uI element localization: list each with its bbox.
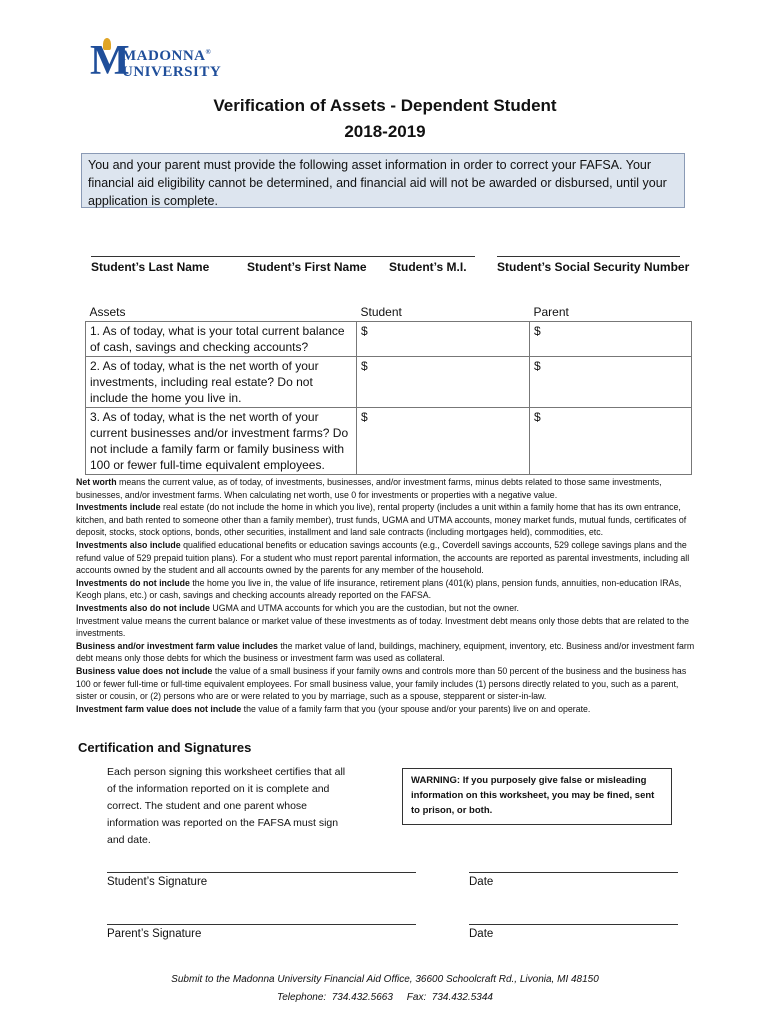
table-row xyxy=(86,357,692,408)
definition-paragraph: Business value does not include the value of a small business if your family owns and controls more than 50 percent of the business and the business has 100 or fewer full-time or full-time equivalent employees. For small business value, your family includes (1) persons directly related to you, such as a parent, sister or cousin, or (2) persons who are or were related to you by marriage, such as a spouse, stepparent or sister-in-law. xyxy=(76,665,687,702)
instructions-notice: You and your parent must provide the following asset information in order to correct your FAFSA. Your financial aid eligibility cannot be determined, and financial aid will not be awarded or disbursed, until your application is complete. xyxy=(81,153,685,208)
student-ssn-line[interactable] xyxy=(497,256,680,257)
question-3: 3. As of today, what is the net worth of your current businesses and/or investment farms? Do not include a family farm or family business with 100 or fewer full-time equivalent employees. xyxy=(86,408,357,475)
student-header: Student xyxy=(357,303,530,322)
definition-paragraph: Investment value means the current balance or market value of these investments as of today. Investment debt means only those debts that are related to the investments. xyxy=(76,615,690,639)
definitions-section xyxy=(76,476,696,715)
certification-text: Each person signing this worksheet certifies that all of the information reported on it is complete and correct. The student and one parent whose information was reported on the FAFSA must sign and date. xyxy=(107,766,346,846)
student-first-name-label: Student’s First Name xyxy=(247,260,367,274)
parent-date-line[interactable] xyxy=(469,924,678,925)
student-answer-2[interactable]: $ xyxy=(357,357,530,408)
definition-paragraph: Investments also do not include UGMA and UTMA accounts for which you are the custodian, but not the owner. xyxy=(76,602,519,613)
assets-table xyxy=(85,303,692,475)
parent-header: Parent xyxy=(530,303,692,322)
student-mi-label: Student’s M.I. xyxy=(389,260,467,274)
warning-box: WARNING: If you purposely give false or misleading information on this worksheet, you may be fined, sent to prison, or both. xyxy=(402,768,672,825)
student-signature-line[interactable] xyxy=(107,872,416,873)
student-date-label: Date xyxy=(469,876,494,888)
assets-header: Assets xyxy=(86,303,357,322)
definition-paragraph: Investments include real estate (do not include the home in which you live), rental property (includes a unit within a family home that has its own entrance, kitchen, and bath rented to someone other than a family member), trust funds, UGMA and UTMA accounts, money market funds, mutual funds, certificates of deposit, stocks, stock options, bonds, other securities, installment and land sale contracts (including mortgages held), commodities, etc. xyxy=(76,502,687,538)
definition-paragraph: Net worth means the current value, as of today, of investments, businesses, and/or investment farms, minus debts related to those same investments, businesses, and/or investment farms. When calculating net worth, use 0 for investments or properties with a negative value. xyxy=(76,477,662,500)
madonna-university-logo xyxy=(90,40,240,84)
question-2: 2. As of today, what is the net worth of your investments, including real estate? Do not include the home you live in. xyxy=(86,357,357,408)
parent-answer-2[interactable]: $ xyxy=(530,357,692,408)
definition-paragraph: Investments also include qualified educational benefits or education savings accounts (e.g., Coverdell savings accounts, 529 college savings plans and the refund value of 529 prepaid tuition plans). For a student who must report parental information, the accounts are reported as parental investments, including all accounts owned by the student and all accounts owned by the parents for any member of the household. xyxy=(76,539,690,576)
student-answer-1[interactable]: $ xyxy=(357,322,530,357)
form-title: Verification of Assets - Dependent Student xyxy=(213,96,557,115)
student-name-line[interactable] xyxy=(91,256,475,257)
table-row xyxy=(86,322,692,357)
certification-title: Certification and Signatures xyxy=(78,740,252,755)
question-1: 1. As of today, what is your total current balance of cash, savings and checking accounts? xyxy=(86,322,357,357)
parent-answer-3[interactable]: $ xyxy=(530,408,692,475)
table-header-row xyxy=(86,303,692,322)
parent-signature-label: Parent’s Signature xyxy=(107,928,202,940)
form-year: 2018-2019 xyxy=(344,122,426,141)
table-row xyxy=(86,408,692,475)
footer-contact: Telephone: 734.432.5663 Fax: 734.432.5344 xyxy=(277,992,493,1003)
student-answer-3[interactable]: $ xyxy=(357,408,530,475)
student-last-name-label: Student’s Last Name xyxy=(91,260,210,274)
definition-paragraph: Business and/or investment farm value includes the market value of land, buildings, machinery, equipment, inventory, etc. Business and/or investment farm debt means only those debts for which the business or investment farm was used as collateral. xyxy=(76,640,695,664)
definition-paragraph: Investment farm value does not include the value of a family farm that you (your spouse and/or your parents) live on and operate. xyxy=(76,703,591,714)
parent-date-label: Date xyxy=(469,928,494,940)
logo-m-mark: M xyxy=(90,38,130,84)
parent-answer-1[interactable]: $ xyxy=(530,322,692,357)
parent-signature-line[interactable] xyxy=(107,924,416,925)
student-ssn-label: Student’s Social Security Number xyxy=(497,260,690,274)
footer-address: Submit to the Madonna University Financial Aid Office, 36600 Schoolcraft Rd., Livonia, MI 48150 xyxy=(171,974,599,985)
logo-line-1: MADONNA® xyxy=(122,48,212,64)
student-date-line[interactable] xyxy=(469,872,678,873)
student-signature-label: Student’s Signature xyxy=(107,876,208,888)
logo-line-2: UNIVERSITY xyxy=(122,64,222,80)
definition-paragraph: Investments do not include the home you live in, the value of life insurance, retirement plans (401(k) plans, pension funds, annuities, non-education IRAs, Keogh plans, etc.) or cash, savings and checking accounts already reported on the FAFSA. xyxy=(76,577,682,601)
